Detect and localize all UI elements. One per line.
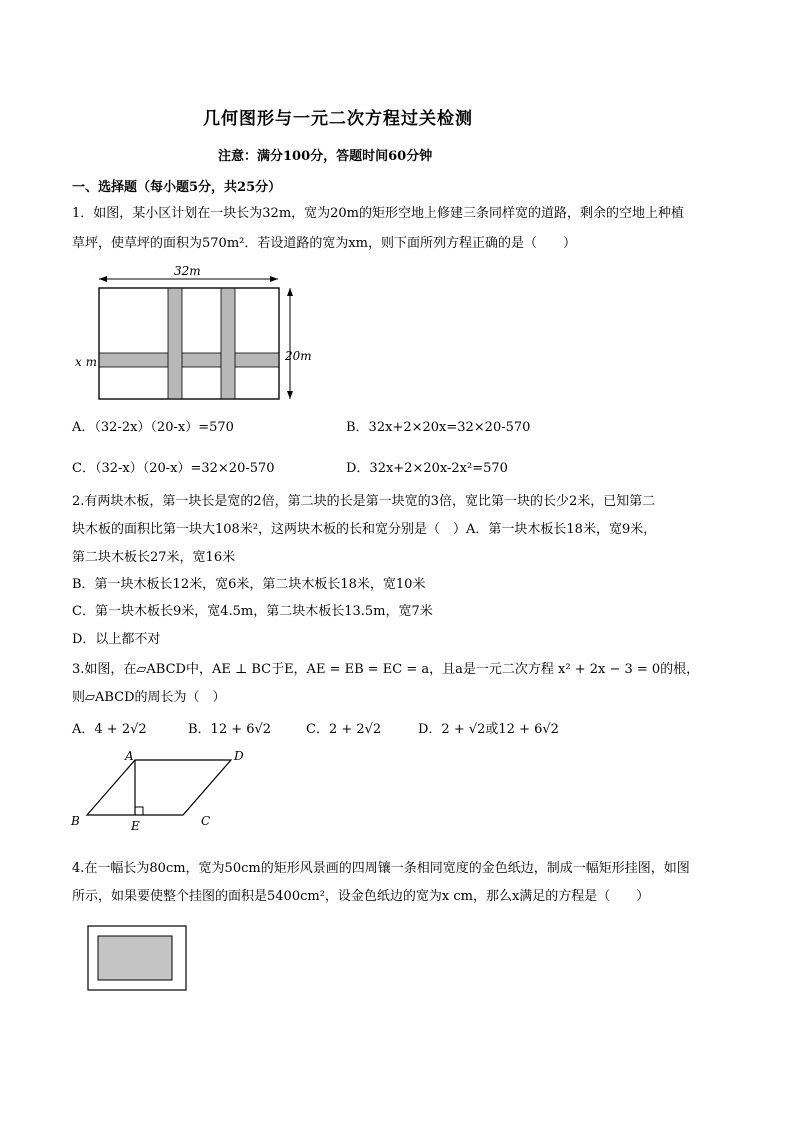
q3-label-e: E bbox=[131, 819, 140, 833]
q1-right-arrow-bottom bbox=[287, 391, 293, 399]
q3-label-c: C bbox=[201, 814, 211, 828]
q2-line2: 块木板的面积比第一块大108米²，这两块木板的长和宽分别是（ ）A．第一块木板长18米，宽9米， bbox=[72, 522, 657, 537]
q3-right-angle-mark bbox=[135, 807, 143, 815]
q1-top-arrow-right bbox=[270, 276, 278, 282]
q3-parallelogram bbox=[87, 760, 231, 815]
q4-line2: 所示，如果要使整个挂图的面积是5400cm²，设金色纸边的宽为x cm，那么x满足的方程是（ ） bbox=[72, 889, 650, 904]
q1-right-arrow-top bbox=[287, 288, 293, 296]
q1-road-vertical-1 bbox=[168, 288, 182, 399]
q3-label-d: D bbox=[234, 749, 244, 763]
exam-note: 注意：满分100分，答题时间60分钟 bbox=[218, 149, 433, 164]
q1-top-arrow-left bbox=[99, 276, 107, 282]
q3-parallelogram-figure bbox=[66, 748, 256, 838]
q1-line2: 草坪，使草坪的面积为570m²．若设道路的宽为xm，则下面所列方程正确的是（ ） bbox=[72, 236, 577, 251]
q4-frame-figure bbox=[86, 924, 190, 994]
q1-road-horizontal bbox=[99, 353, 279, 367]
q2-option-c: C．第一块木板长9米，宽4.5m，第二块木板长13.5m，宽7米 bbox=[72, 604, 433, 619]
q1-label-20m: 20m bbox=[285, 349, 312, 363]
q2-line1: 2.有两块木板，第一块长是宽的2倍，第二块的长是第一块宽的3倍，宽比第一块的长少2米，已知第二 bbox=[72, 494, 656, 509]
q4-line1: 4.在一幅长为80cm，宽为50cm的矩形风景画的四周镶一条相同宽度的金色纸边，制成一幅矩形挂图，如图 bbox=[72, 861, 690, 876]
q1-option-b: B．32x+2×20x=32×20-570 bbox=[346, 420, 531, 435]
section-heading: 一、选择题（每小题5分，共25分） bbox=[72, 180, 282, 195]
q3-line1: 3.如图，在▱ABCD中，AE ⊥ BC于E，AE = EB = EC = a，且a是一元二次方程 x² + 2x − 3 = 0的根， bbox=[72, 662, 700, 677]
q3-label-a: A bbox=[125, 749, 134, 763]
q1-road-vertical-2 bbox=[221, 288, 235, 399]
q1-label-xm: x m bbox=[75, 355, 97, 369]
q1-outer-rect bbox=[99, 288, 279, 399]
q1-figure bbox=[70, 262, 330, 408]
q1-option-c: C．（32-x）（20-x）=32×20-570 bbox=[72, 461, 275, 476]
q3-line2: 则▱ABCD的周长为（ ） bbox=[72, 690, 226, 705]
q4-inner-picture bbox=[98, 936, 172, 980]
q3-option-a: A．4 + 2√2 bbox=[72, 722, 147, 737]
q1-label-32m: 32m bbox=[174, 264, 201, 278]
q2-option-d: D．以上都不对 bbox=[72, 632, 161, 647]
q1-line1: 1．如图，某小区计划在一块长为32m，宽为20m的矩形空地上修建三条同样宽的道路，剩余的空地上种植 bbox=[72, 206, 685, 221]
q3-option-c: C．2 + 2√2 bbox=[306, 722, 382, 737]
q3-option-b: B．12 + 6√2 bbox=[188, 722, 272, 737]
q1-option-d: D．32x+2×20x-2x²=570 bbox=[346, 461, 508, 476]
q2-option-b: B．第一块木板长12米，宽6米，第二块木板长18米，宽10米 bbox=[72, 577, 426, 592]
q3-option-d: D．2 + √2或12 + 6√2 bbox=[418, 722, 559, 737]
page-title: 几何图形与一元二次方程过关检测 bbox=[203, 109, 473, 129]
q2-line3: 第二块木板长27米，宽16米 bbox=[72, 550, 236, 565]
q3-label-b: B bbox=[71, 814, 80, 828]
q1-option-a: A．（32-2x）（20-x）=570 bbox=[72, 420, 234, 435]
